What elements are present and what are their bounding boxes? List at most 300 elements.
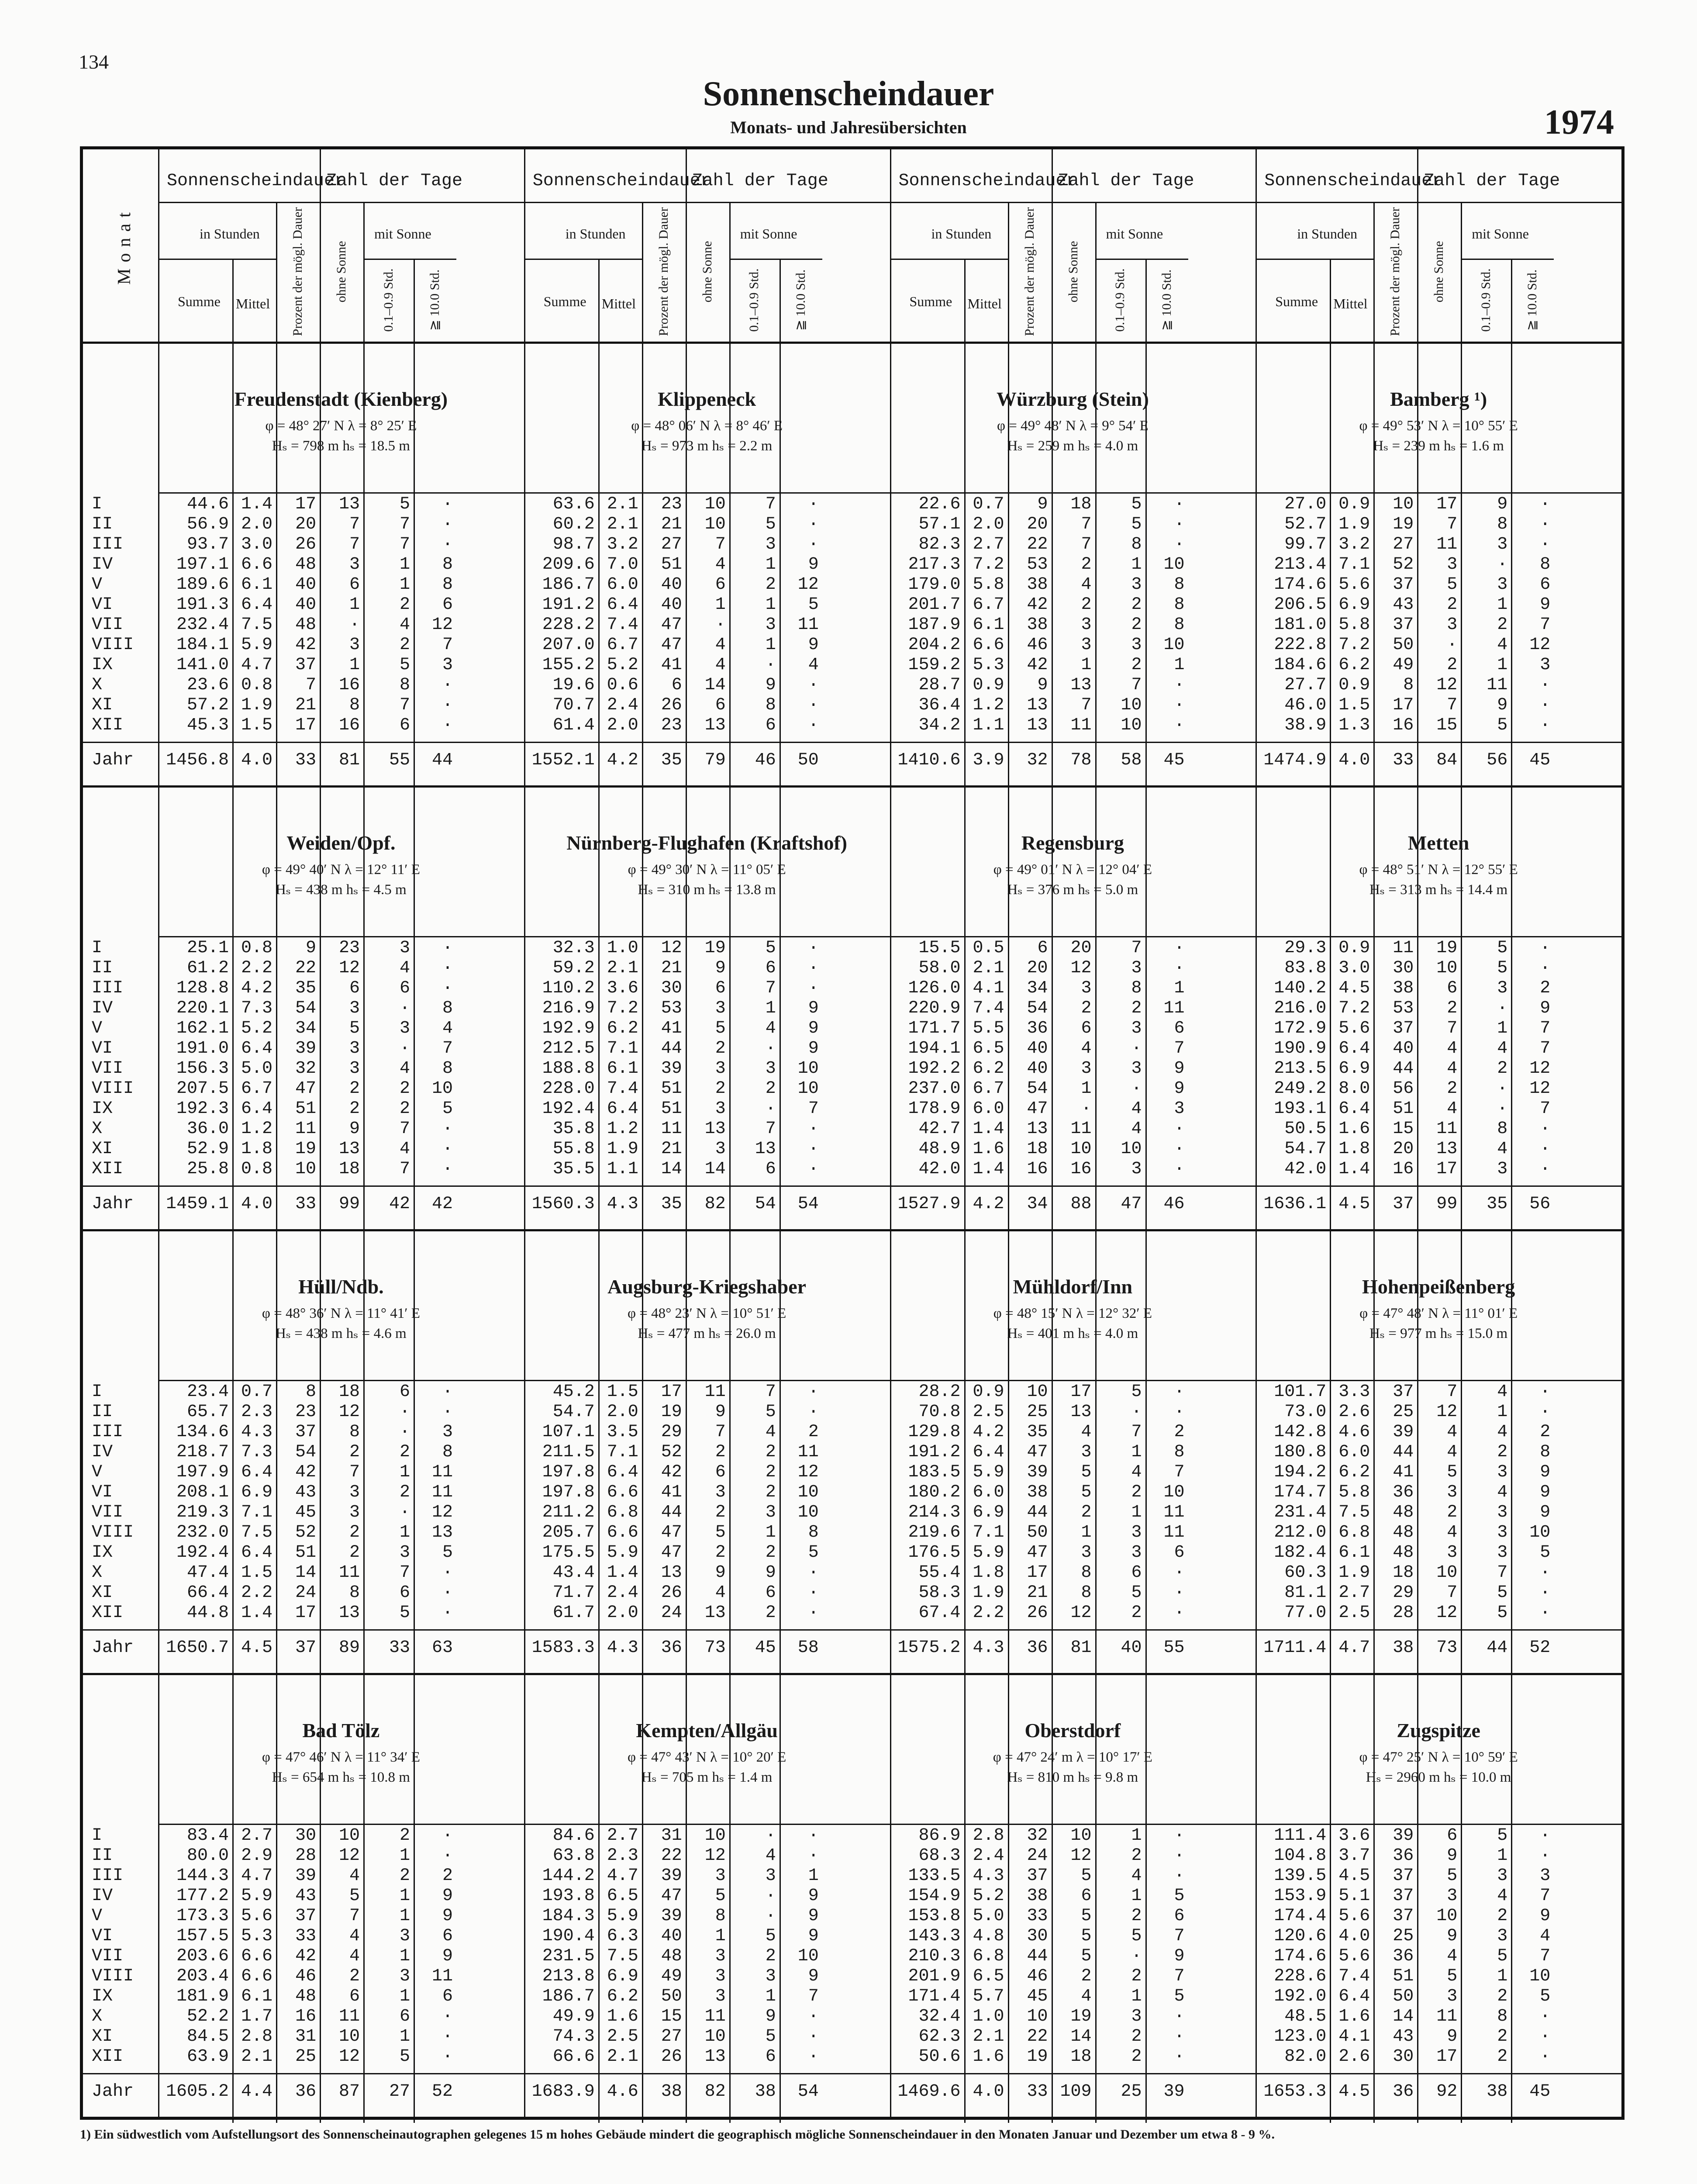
table-cell: 6.2 xyxy=(607,1019,638,1038)
table-cell: 51 xyxy=(661,1099,682,1119)
jahr-cell: 37 xyxy=(295,1638,316,1658)
station-name: Regensburg xyxy=(1021,832,1124,854)
table-cell: · xyxy=(1174,1139,1185,1159)
table-cell: 6.4 xyxy=(1338,1099,1370,1119)
table-cell: 9 xyxy=(1447,1846,1458,1866)
jahr-label: Jahr xyxy=(92,1638,134,1658)
table-cell: 23.6 xyxy=(186,675,229,695)
table-cell: 36.4 xyxy=(918,695,961,715)
table-cell: 13 xyxy=(431,1523,453,1542)
table-cell: 2 xyxy=(1131,999,1142,1018)
table-cell: 32 xyxy=(295,1059,316,1078)
table-cell: · xyxy=(1540,535,1551,554)
header-ohne-sonne: ohne Sonne xyxy=(334,241,348,303)
table-cell: 1.4 xyxy=(1338,1159,1370,1179)
jahr-cell: 35 xyxy=(661,750,682,770)
table-cell: 4 xyxy=(765,1422,776,1442)
table-cell: 11 xyxy=(431,1482,453,1502)
table-cell: 4 xyxy=(1447,1442,1458,1462)
table-cell: 3 xyxy=(765,535,776,554)
table-cell: 12 xyxy=(1436,675,1458,695)
table-cell: 30 xyxy=(661,978,682,998)
table-cell: 7.0 xyxy=(607,555,638,574)
header-prozent-cell xyxy=(276,202,320,342)
table-cell: 48 xyxy=(661,1946,682,1966)
month-label-VII: VII xyxy=(92,1946,124,1966)
table-cell: · xyxy=(1447,635,1458,655)
table-cell: 40 xyxy=(661,575,682,594)
table-cell: 206.5 xyxy=(1274,595,1327,615)
table-cell: 5 xyxy=(1497,1583,1508,1603)
table-cell: 65.7 xyxy=(186,1402,229,1422)
table-cell: 9 xyxy=(808,1886,819,1906)
table-cell: 50 xyxy=(1027,1523,1048,1542)
table-cell: 2.7 xyxy=(973,535,1004,554)
table-cell: 5 xyxy=(1081,1946,1092,1966)
table-cell: 4 xyxy=(1447,1039,1458,1058)
table-cell: 4 xyxy=(1447,1099,1458,1119)
table-cell: 1 xyxy=(399,1462,410,1482)
table-cell: · xyxy=(715,615,726,635)
table-cell: 1.9 xyxy=(973,1583,1004,1603)
table-cell: 2 xyxy=(1081,999,1092,1018)
table-cell: 10 xyxy=(704,515,726,534)
table-cell: 2 xyxy=(399,1482,410,1502)
table-cell: 5 xyxy=(1131,515,1142,534)
table-cell: 3 xyxy=(715,1987,726,2006)
table-cell: 8.0 xyxy=(1338,1079,1370,1099)
table-cell: 13 xyxy=(1436,1139,1458,1159)
table-cell: 153.9 xyxy=(1274,1886,1327,1906)
table-cell: 21 xyxy=(1027,1583,1048,1603)
table-cell: 126.0 xyxy=(908,978,961,998)
table-cell: 2.2 xyxy=(241,1583,272,1603)
table-cell: 8 xyxy=(442,555,453,574)
table-cell: 4 xyxy=(715,1583,726,1603)
table-cell: · xyxy=(1540,2047,1551,2067)
table-cell: 6.6 xyxy=(241,555,272,574)
table-cell: 6 xyxy=(349,1987,360,2006)
table-cell: 110.2 xyxy=(542,978,595,998)
table-cell: 50 xyxy=(661,1987,682,2006)
table-cell: · xyxy=(1540,938,1551,958)
table-cell: 82.3 xyxy=(918,535,961,554)
table-cell: 2 xyxy=(1131,1482,1142,1502)
table-cell: 12 xyxy=(1529,1059,1551,1078)
table-cell: 8 xyxy=(305,1382,316,1402)
table-cell: 2.4 xyxy=(973,1846,1004,1866)
table-cell: 3 xyxy=(1497,1523,1508,1542)
table-cell: 8 xyxy=(1174,595,1185,615)
table-cell: 14 xyxy=(704,675,726,695)
table-cell: 180.8 xyxy=(1274,1442,1327,1462)
jahr-cell: 4.5 xyxy=(1338,2082,1370,2101)
header-0-1-std: 0.1–0.9 Std. xyxy=(1478,268,1493,332)
table-cell: 4 xyxy=(1497,1482,1508,1502)
table-cell: 30 xyxy=(1027,1926,1048,1946)
table-cell: 139.5 xyxy=(1274,1866,1327,1886)
table-cell: 74.3 xyxy=(552,2027,595,2046)
table-cell: 181.9 xyxy=(176,1987,229,2006)
table-cell: 7 xyxy=(1174,1462,1185,1482)
table-cell: 6 xyxy=(1081,1019,1092,1038)
table-cell: 10 xyxy=(431,1079,453,1099)
table-cell: 6.1 xyxy=(607,1059,638,1078)
table-cell: 83.4 xyxy=(186,1826,229,1845)
table-cell: 8 xyxy=(1174,1442,1185,1462)
table-cell: 2.1 xyxy=(607,2047,638,2067)
table-cell: 10 xyxy=(704,1826,726,1845)
table-cell: 1.4 xyxy=(241,494,272,514)
table-cell: 7 xyxy=(1540,1019,1551,1038)
table-cell: 190.9 xyxy=(1274,1039,1327,1058)
station-coordinates: φ = 48° 06′ N λ = 8° 46′ E xyxy=(631,418,783,434)
jahr-cell: 1583.3 xyxy=(531,1638,595,1658)
table-cell: 19 xyxy=(1070,2007,1092,2026)
table-cell: 3 xyxy=(1447,1886,1458,1906)
table-cell: 9 xyxy=(442,1946,453,1966)
table-cell: 228.2 xyxy=(542,615,595,635)
table-cell: 7 xyxy=(715,535,726,554)
table-cell: 28.7 xyxy=(918,675,961,695)
month-label-XI: XI xyxy=(92,695,113,715)
table-cell: 6.0 xyxy=(607,575,638,594)
table-cell: 9 xyxy=(765,675,776,695)
header-sonnenscheindauer: Sonnenscheindauer xyxy=(898,171,1077,191)
table-cell: 43.4 xyxy=(552,1563,595,1583)
table-cell: 4 xyxy=(1081,1987,1092,2006)
jahr-cell: 36 xyxy=(1027,1638,1048,1658)
table-cell: 68.3 xyxy=(918,1846,961,1866)
jahr-cell: 42 xyxy=(389,1194,410,1214)
table-cell: 1 xyxy=(399,1846,410,1866)
month-label-VII: VII xyxy=(92,615,124,635)
table-cell: 6 xyxy=(1174,1543,1185,1562)
table-cell: 13 xyxy=(704,2047,726,2067)
table-cell: 5.9 xyxy=(973,1462,1004,1482)
table-cell: 56 xyxy=(1393,1079,1414,1099)
table-cell: 11 xyxy=(1070,1119,1092,1139)
jahr-cell: 32 xyxy=(1027,750,1048,770)
table-cell: · xyxy=(442,2027,453,2046)
table-cell: 12 xyxy=(1070,1603,1092,1623)
table-cell: 4 xyxy=(1497,1039,1508,1058)
jahr-cell: 82 xyxy=(704,1194,726,1214)
table-cell: 6.0 xyxy=(973,1482,1004,1502)
table-cell: 5 xyxy=(1540,1987,1551,2006)
table-cell: 6 xyxy=(1174,1019,1185,1038)
table-cell: 50.5 xyxy=(1284,1119,1327,1139)
table-cell: 12 xyxy=(431,1503,453,1522)
station-coordinates: φ = 48° 51′ N λ = 12° 55′ E xyxy=(1359,862,1518,878)
block-separator xyxy=(83,1229,1621,1231)
month-label-I: I xyxy=(92,1382,103,1402)
month-label-XII: XII xyxy=(92,715,124,735)
table-cell: 15 xyxy=(1436,715,1458,735)
table-cell: 174.6 xyxy=(1274,575,1327,594)
month-label-XII: XII xyxy=(92,1159,124,1179)
station-name: Hüll/Ndb. xyxy=(298,1275,384,1298)
station-name: Nürnberg-Flughafen (Kraftshof) xyxy=(566,832,847,854)
table-cell: 2 xyxy=(715,1543,726,1562)
table-cell: 6.4 xyxy=(241,595,272,615)
table-cell: 3 xyxy=(1497,1462,1508,1482)
table-cell: 19.6 xyxy=(552,675,595,695)
table-cell: 12 xyxy=(1529,1079,1551,1099)
table-cell: 9 xyxy=(765,2007,776,2026)
jahr-cell: 33 xyxy=(1393,750,1414,770)
table-cell: 207.0 xyxy=(542,635,595,655)
month-label-VIII: VIII xyxy=(92,635,134,655)
table-cell: 3 xyxy=(399,1019,410,1038)
table-cell: 6.9 xyxy=(241,1482,272,1502)
table-cell: 32.4 xyxy=(918,2007,961,2026)
table-cell: 5.6 xyxy=(1338,1019,1370,1038)
table-cell: 6.4 xyxy=(241,1099,272,1119)
table-cell: 9 xyxy=(1540,595,1551,615)
table-cell: 3 xyxy=(1540,655,1551,675)
table-cell: 42 xyxy=(295,1462,316,1482)
table-cell: 219.3 xyxy=(176,1503,229,1522)
table-cell: 10 xyxy=(1529,1523,1551,1542)
header-ohne-sonne-cell xyxy=(1417,202,1461,342)
table-cell: 52 xyxy=(661,1442,682,1462)
name-separator xyxy=(158,1380,1621,1381)
table-cell: 46 xyxy=(295,1966,316,1986)
table-cell: 2 xyxy=(765,1543,776,1562)
table-cell: 123.0 xyxy=(1274,2027,1327,2046)
table-cell: 7 xyxy=(1081,695,1092,715)
table-cell: 232.4 xyxy=(176,615,229,635)
table-cell: 1 xyxy=(1131,1886,1142,1906)
table-cell: 204.2 xyxy=(908,635,961,655)
table-cell: 54 xyxy=(295,1442,316,1462)
jahr-label: Jahr xyxy=(92,750,134,770)
table-cell: 191.2 xyxy=(542,595,595,615)
table-cell: 2.0 xyxy=(607,715,638,735)
table-cell: 2 xyxy=(399,1079,410,1099)
table-cell: 213.8 xyxy=(542,1966,595,1986)
table-cell: 12 xyxy=(338,958,360,978)
station-height: Hₛ = 705 m hₛ = 1.4 m xyxy=(641,1769,773,1785)
station-height: Hₛ = 798 m hₛ = 18.5 m xyxy=(272,438,410,454)
table-cell: 5.0 xyxy=(973,1906,1004,1926)
table-cell: 81.1 xyxy=(1284,1583,1327,1603)
table-cell: 4 xyxy=(349,1946,360,1966)
table-cell: 0.9 xyxy=(973,1382,1004,1402)
table-cell: 39 xyxy=(661,1866,682,1886)
table-cell: 2 xyxy=(1497,1987,1508,2006)
table-cell: 2.0 xyxy=(241,515,272,534)
jahr-cell: 33 xyxy=(389,1638,410,1658)
table-cell: 19 xyxy=(1027,2047,1048,2067)
table-cell: 6 xyxy=(1174,1906,1185,1926)
table-cell: 73.0 xyxy=(1284,1402,1327,1422)
table-cell: 8 xyxy=(1403,675,1414,695)
table-cell: 1.1 xyxy=(973,715,1004,735)
table-cell: 7 xyxy=(399,1563,410,1583)
table-cell: 3 xyxy=(1131,1523,1142,1542)
table-cell: · xyxy=(1540,1139,1551,1159)
table-cell: 1 xyxy=(1081,1079,1092,1099)
table-cell: 3.6 xyxy=(607,978,638,998)
table-cell: 98.7 xyxy=(552,535,595,554)
table-cell: 6 xyxy=(442,1987,453,2006)
table-cell: 37 xyxy=(295,1906,316,1926)
table-cell: 222.8 xyxy=(1274,635,1327,655)
year-label: 1974 xyxy=(1544,103,1614,142)
table-cell: 63.9 xyxy=(186,2047,229,2067)
station-height: Hₛ = 259 m hₛ = 4.0 m xyxy=(1007,438,1138,454)
jahr-cell: 38 xyxy=(755,2082,776,2101)
table-cell: 45 xyxy=(295,1503,316,1522)
table-cell: 7 xyxy=(349,535,360,554)
table-cell: 208.1 xyxy=(176,1482,229,1502)
table-cell: 48 xyxy=(295,555,316,574)
table-cell: 2 xyxy=(1497,1059,1508,1078)
table-cell: 8 xyxy=(1497,2007,1508,2026)
table-cell: 7.4 xyxy=(973,999,1004,1018)
table-cell: 134.6 xyxy=(176,1422,229,1442)
table-cell: 6 xyxy=(765,1583,776,1603)
table-cell: 8 xyxy=(442,1442,453,1462)
table-cell: 30 xyxy=(1393,2047,1414,2067)
table-cell: 42.0 xyxy=(1284,1159,1327,1179)
table-cell: 57.1 xyxy=(918,515,961,534)
table-cell: 11 xyxy=(1436,2007,1458,2026)
table-cell: 129.8 xyxy=(908,1422,961,1442)
table-cell: 12 xyxy=(431,615,453,635)
table-cell: 5.3 xyxy=(973,655,1004,675)
jahr-cell: 81 xyxy=(338,750,360,770)
table-cell: 2 xyxy=(765,1079,776,1099)
header-zahl-der-tage: Zahl der Tage xyxy=(326,171,463,191)
table-cell: 4.2 xyxy=(241,978,272,998)
table-cell: 205.7 xyxy=(542,1523,595,1542)
table-cell: 7.3 xyxy=(241,999,272,1018)
table-cell: 3 xyxy=(1131,1059,1142,1078)
table-cell: 232.0 xyxy=(176,1523,229,1542)
table-cell: 54 xyxy=(1027,999,1048,1018)
table-cell: 42 xyxy=(1027,595,1048,615)
table-cell: 4.0 xyxy=(1338,1926,1370,1946)
table-cell: 17 xyxy=(295,494,316,514)
table-cell: 7 xyxy=(1447,1583,1458,1603)
table-cell: 197.8 xyxy=(542,1462,595,1482)
table-cell: 1 xyxy=(1131,555,1142,574)
table-cell: 1.6 xyxy=(973,1139,1004,1159)
jahr-separator xyxy=(83,742,1621,743)
table-cell: · xyxy=(1174,1402,1185,1422)
table-cell: 211.2 xyxy=(542,1503,595,1522)
table-cell: 211.5 xyxy=(542,1442,595,1462)
header-mittel: Mittel xyxy=(1333,296,1368,311)
table-cell: 12 xyxy=(338,2047,360,2067)
table-cell: 7 xyxy=(808,1099,819,1119)
table-cell: 5 xyxy=(1131,1926,1142,1946)
table-cell: 83.8 xyxy=(1284,958,1327,978)
table-cell: 9 xyxy=(1540,1906,1551,1926)
table-cell: 14 xyxy=(661,1159,682,1179)
table-cell: · xyxy=(442,1139,453,1159)
table-cell: 67.4 xyxy=(918,1603,961,1623)
table-cell: 57.2 xyxy=(186,695,229,715)
table-cell: 25 xyxy=(1027,1402,1048,1422)
table-cell: 186.7 xyxy=(542,1987,595,2006)
table-cell: 35.8 xyxy=(552,1119,595,1139)
table-cell: 2 xyxy=(765,1462,776,1482)
jahr-cell: 1653.3 xyxy=(1263,2082,1327,2101)
table-cell: 12 xyxy=(661,938,682,958)
jahr-cell: 38 xyxy=(661,2082,682,2101)
table-cell: 23 xyxy=(661,715,682,735)
table-cell: 0.9 xyxy=(973,675,1004,695)
table-cell: 3 xyxy=(765,615,776,635)
jahr-cell: 1605.2 xyxy=(166,2082,229,2101)
month-label-VIII: VIII xyxy=(92,1966,134,1986)
table-cell: 7.2 xyxy=(973,555,1004,574)
table-cell: 7.5 xyxy=(1338,1503,1370,1522)
table-cell: 0.6 xyxy=(607,675,638,695)
table-cell: 47 xyxy=(661,1523,682,1542)
table-cell: 249.2 xyxy=(1274,1079,1327,1099)
table-cell: 4.1 xyxy=(1338,2027,1370,2046)
table-cell: 193.8 xyxy=(542,1886,595,1906)
table-cell: 11 xyxy=(338,1563,360,1583)
station-coordinates: φ = 48° 23′ N λ = 10° 51′ E xyxy=(627,1306,786,1321)
table-cell: 1 xyxy=(1081,1523,1092,1542)
table-cell: 5.2 xyxy=(973,1886,1004,1906)
table-cell: 16 xyxy=(338,715,360,735)
table-cell: · xyxy=(808,1583,819,1603)
table-cell: 47 xyxy=(295,1079,316,1099)
table-cell: 3 xyxy=(1131,958,1142,978)
table-cell: 2 xyxy=(399,1866,410,1886)
month-label-X: X xyxy=(92,2007,103,2026)
table-cell: 17 xyxy=(661,1382,682,1402)
table-cell: 8 xyxy=(1540,555,1551,574)
table-cell: 5.8 xyxy=(1338,1482,1370,1502)
table-cell: 13 xyxy=(755,1139,776,1159)
table-cell: 11 xyxy=(661,1119,682,1139)
table-cell: 13 xyxy=(704,1119,726,1139)
table-cell: 7 xyxy=(765,494,776,514)
table-cell: 3 xyxy=(349,635,360,655)
table-cell: 9 xyxy=(808,1039,819,1058)
table-cell: 51 xyxy=(661,555,682,574)
table-cell: 6 xyxy=(1037,938,1048,958)
table-cell: · xyxy=(442,515,453,534)
table-cell: 6.8 xyxy=(1338,1523,1370,1542)
header-in-stunden: in Stunden xyxy=(1297,226,1358,242)
table-cell: · xyxy=(808,1402,819,1422)
table-cell: 2 xyxy=(1131,2047,1142,2067)
table-cell: 7 xyxy=(305,675,316,695)
table-cell: 8 xyxy=(1081,1563,1092,1583)
table-cell: 16 xyxy=(1393,715,1414,735)
table-cell: 47 xyxy=(661,1543,682,1562)
month-label-IV: IV xyxy=(92,1886,113,1906)
table-cell: 1 xyxy=(765,1987,776,2006)
table-cell: 4.7 xyxy=(241,1866,272,1886)
table-cell: 3 xyxy=(1131,575,1142,594)
table-cell: 84.5 xyxy=(186,2027,229,2046)
table-cell: · xyxy=(1540,1583,1551,1603)
header-sonnenscheindauer: Sonnenscheindauer xyxy=(167,171,345,191)
table-cell: 179.0 xyxy=(908,575,961,594)
table-cell: 6.7 xyxy=(973,1079,1004,1099)
month-label-V: V xyxy=(92,1462,103,1482)
